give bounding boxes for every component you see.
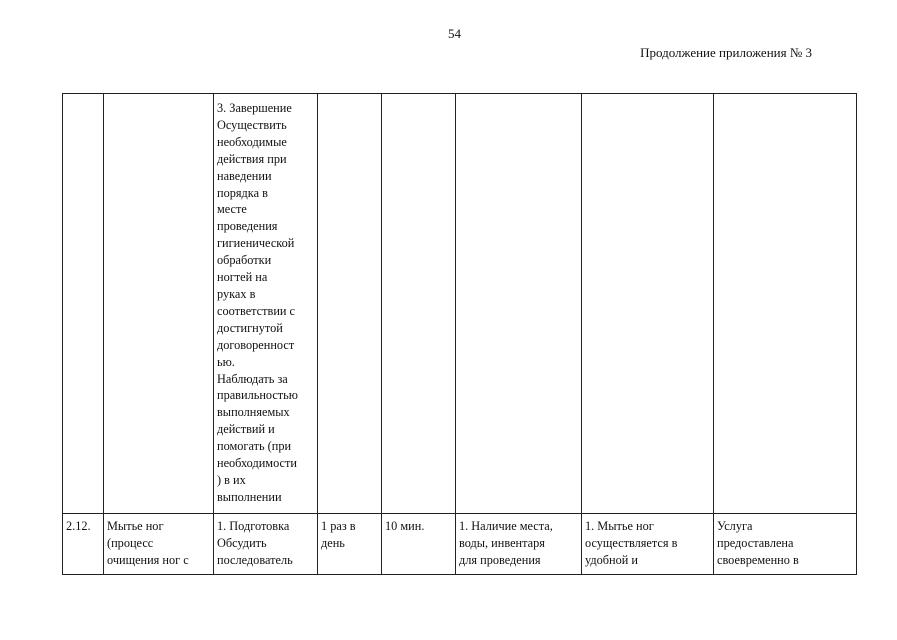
cell-evaluation [714, 94, 857, 514]
row-number: 2.12. [66, 519, 91, 533]
service-table [62, 93, 857, 575]
cell-frequency [318, 94, 382, 514]
cell-conditions [456, 94, 582, 514]
cell-evaluation [714, 514, 857, 575]
cell-procedure [214, 514, 318, 575]
cell-duration [382, 94, 456, 514]
service-name: Мытье ног (процесс очищения ног с [107, 519, 189, 567]
page-number: 54 [448, 26, 461, 41]
frequency-text: 1 раз в день [321, 519, 356, 550]
quality-text: 1. Мытье ног осуществляется в удобной и [585, 519, 678, 567]
table-row [63, 514, 857, 575]
cell-duration [382, 514, 456, 575]
cell-service-name [104, 94, 214, 514]
cell-conditions [456, 514, 582, 575]
procedure-text: 3. Завершение Осуществить необходимые действия при наведении порядка в месте проведения гигиенической обработки ногтей на руках в соответствии с достигнутой договоренност ью. Наблюдать за правильностью выполняемых действий и помогать (при необходимости ) в их выполнении [217, 101, 298, 504]
cell-quality [582, 94, 714, 514]
cell-number [63, 514, 104, 575]
evaluation-text: Услуга предоставлена своевременно в [717, 519, 799, 567]
conditions-text: 1. Наличие места, воды, инвентаря для проведения [459, 519, 553, 567]
cell-service-name [104, 514, 214, 575]
cell-procedure [214, 94, 318, 514]
cell-frequency [318, 514, 382, 575]
cell-number [63, 94, 104, 514]
table-row [63, 94, 857, 514]
cell-quality [582, 514, 714, 575]
appendix-note: Продолжение приложения № 3 [640, 45, 812, 60]
duration-text: 10 мин. [385, 519, 425, 533]
procedure-text: 1. Подготовка Обсудить последователь [217, 519, 293, 567]
